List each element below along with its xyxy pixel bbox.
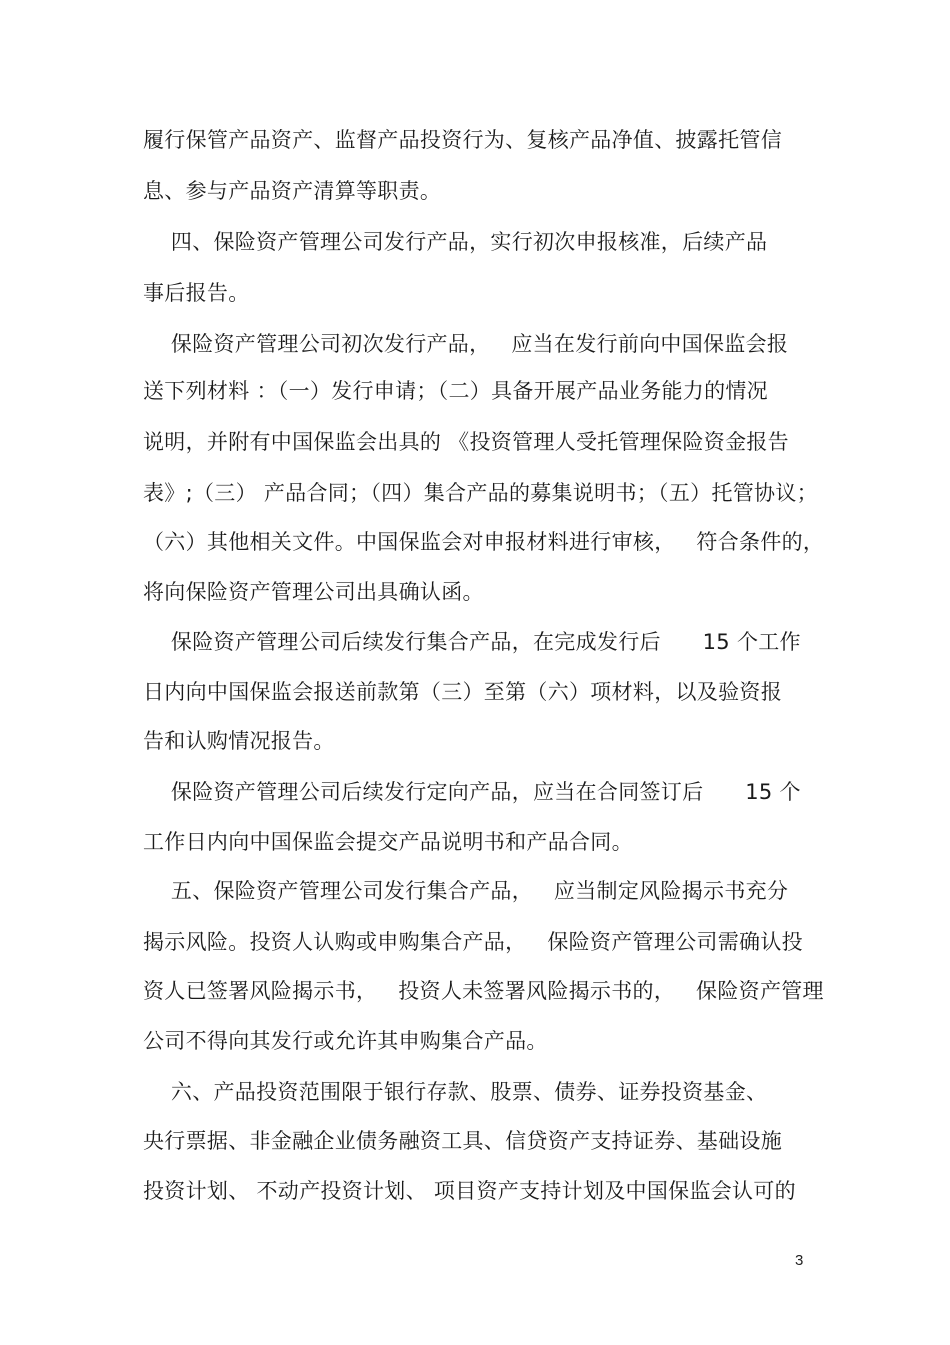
body-text-line: 息、参与产品资产清算等职责。 [143,179,442,203]
body-text-line: 保险资产管理公司后续发行集合产品，在完成发行后 15 个工作 [143,630,801,654]
body-text-line: 保险资产管理公司后续发行定向产品，应当在合同签订后 15 个 [143,780,801,804]
body-text-line: 揭示风险。投资人认购或申购集合产品， 保险资产管理公司需确认投 [143,930,803,954]
body-text-line: 送下列材料 ：（一）发行申请；（二）具备开展产品业务能力的情况 [143,379,768,403]
body-text-line: 六、产品投资范围限于银行存款、股票、债券、证券投资基金、 [143,1080,768,1104]
body-text-line: 告和认购情况报告。 [143,729,335,753]
page-number: 3 [795,1252,804,1269]
body-text-line: 表》;（三） 产品合同；（四）集合产品的募集说明书；（五）托管协议； [143,481,818,505]
body-text-line: 保险资产管理公司初次发行产品， 应当在发行前向中国保监会报 [143,332,789,356]
body-text-line: 投资计划、 不动产投资计划、 项目资产支持计划及中国保监会认可的 [143,1179,796,1203]
body-text-line: 事后报告。 [143,281,250,305]
body-text-line: （六）其他相关文件。中国保监会对申报材料进行审核， 符合条件的， [143,530,825,554]
body-text-line: 将向保险资产管理公司出具确认函。 [143,580,484,604]
body-text-line: 说明，并附有中国保监会出具的 《投资管理人受托管理保险资金报告 [143,430,789,454]
body-text-line: 央行票据、非金融企业债务融资工具、信贷资产支持证券、基础设施 [143,1129,782,1153]
body-text-line: 公司不得向其发行或允许其申购集合产品。 [143,1029,548,1053]
body-text-line: 五、保险资产管理公司发行集合产品， 应当制定风险揭示书充分 [143,879,789,903]
body-text-line: 工作日内向中国保监会提交产品说明书和产品合同。 [143,830,633,854]
body-text-line: 资人已签署风险揭示书， 投资人未签署风险揭示书的， 保险资产管理 [143,979,824,1003]
body-text-line: 日内向中国保监会报送前款第（三）至第（六）项材料，以及验资报 [143,680,782,704]
body-text-line: 四、保险资产管理公司发行产品，实行初次申报核准，后续产品 [143,230,768,254]
body-text-line: 履行保管产品资产、监督产品投资行为、复核产品净值、披露托管信 [143,128,782,152]
